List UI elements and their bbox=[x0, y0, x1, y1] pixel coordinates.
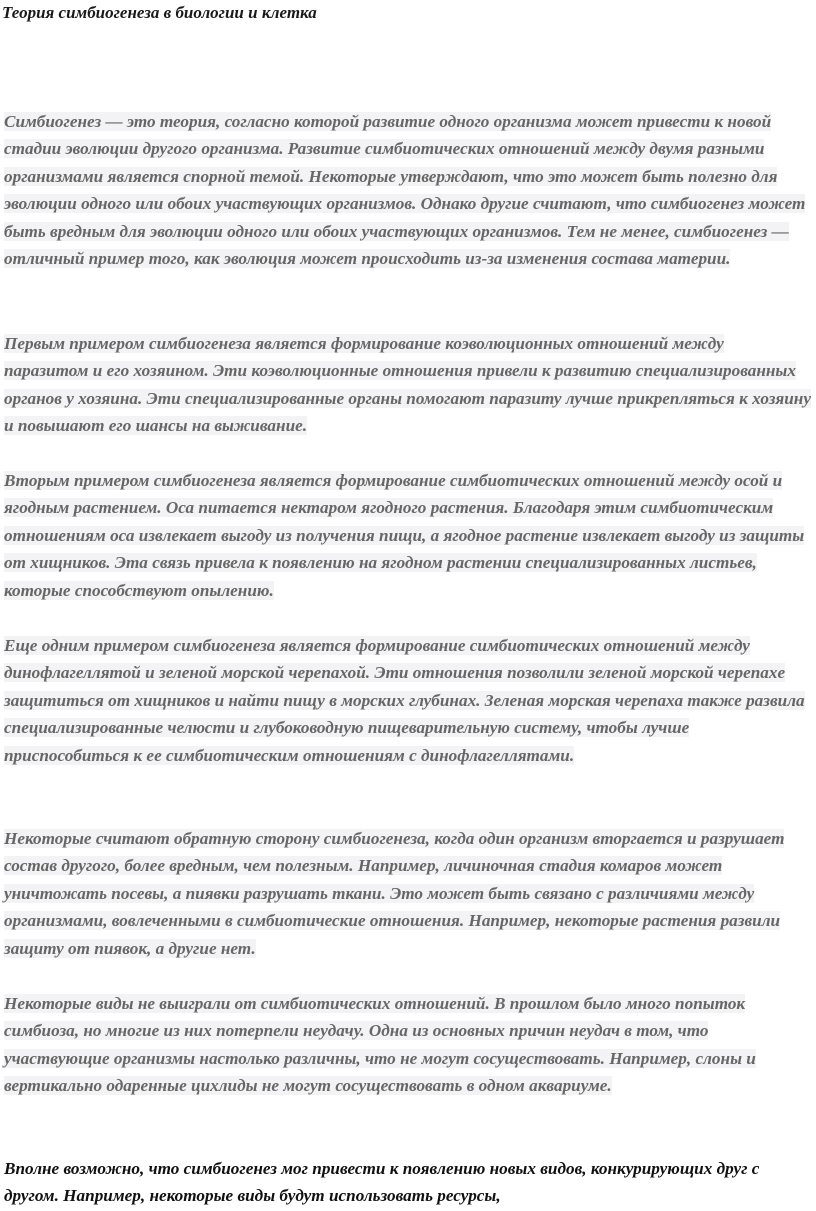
paragraph-intro bbox=[4, 108, 812, 272]
paragraph-wasp-example bbox=[4, 467, 812, 604]
paragraph-text: Вполне возможно, что симбиогенез мог привести к появлению новых видов, конкурирующих друг с другом. Например, некоторые виды будут использовать ресурсы, bbox=[4, 1159, 760, 1206]
paragraph-text: Первым примером симбиогенеза является формирование коэволюционных отношений между паразитом и его хозяином. Эти коэволюционные отношения привели к развитию специализированных органов у хозяина. Эти специализированные органы помогают паразиту лучше прикрепляться к хозяину и повышают его шансы на выживание. bbox=[4, 334, 811, 436]
paragraph-text: Еще одним примером симбиогенеза является формирование симбиотических отношений между динофлагеллятой и зеленой морской черепахой. Эти отношения позволили зеленой морской черепахе защититься от хищников и найти пищу в морских глубинах. Зеленая морская черепаха также развила специализированные челюсти и глубоководную пищеварительную систему, чтобы лучше приспособиться к ее симбиотическим отношениям с динофлагеллятами. bbox=[4, 636, 805, 765]
paragraph-downside bbox=[4, 825, 812, 962]
paragraph-text: Вторым примером симбиогенеза является формирование симбиотических отношений между осой и ягодным растением. Оса питается нектаром ягодного растения. Благодаря этим симбиотическим отношениям оса извлекает выгоду из получения пищи, а ягодное растение извлекает выгоду из защиты от хищников. Эта связь привела к появлению на ягодном растении специализированных листьев, которые способствуют опылению. bbox=[4, 471, 805, 600]
paragraph-text: Симбиогенез — это теория, согласно которой развитие одного организма может привести к новой стадии эволюции другого организма. Развитие симбиотических отношений между двумя разными организмами является спорной темой. Некоторые утверждают, что это может быть полезно для эволюции одного или обоих участвующих организмов. Однако другие считают, что симбиогенез может быть вредным для эволюции одного или обоих участвующих организмов. Тем не менее, симбиогенез — отличный пример того, как эволюция может происходить из-за изменения состава материи. bbox=[4, 112, 806, 269]
paragraph-new-species bbox=[4, 1155, 812, 1210]
paragraph-parasite-example bbox=[4, 330, 812, 440]
paragraph-text: Некоторые считают обратную сторону симбиогенеза, когда один организм вторгается и разрушает состав другого, более вредным, чем полезным. Например, личиночная стадия комаров может уничтожать посевы, а пиявки разрушать ткани. Это может быть связано с различиями между организмами, вовлеченными в симбиотические отношения. Например, некоторые растения развили защиту от пиявок, а другие нет. bbox=[4, 829, 785, 958]
paragraph-failures bbox=[4, 990, 812, 1100]
paragraph-turtle-example bbox=[4, 632, 812, 769]
paragraph-text: Некоторые виды не выиграли от симбиотических отношений. В прошлом было много попыток симбиоза, но многие из них потерпели неудачу. Одна из основных причин неудач в том, что участвующие организмы настолько различны, что не могут сосуществовать. Например, слоны и вертикально одаренные цихлиды не могут сосуществовать в одном аквариуме. bbox=[4, 994, 756, 1096]
document-title: Теория симбиогенеза в биологии и клетка bbox=[2, 3, 317, 22]
